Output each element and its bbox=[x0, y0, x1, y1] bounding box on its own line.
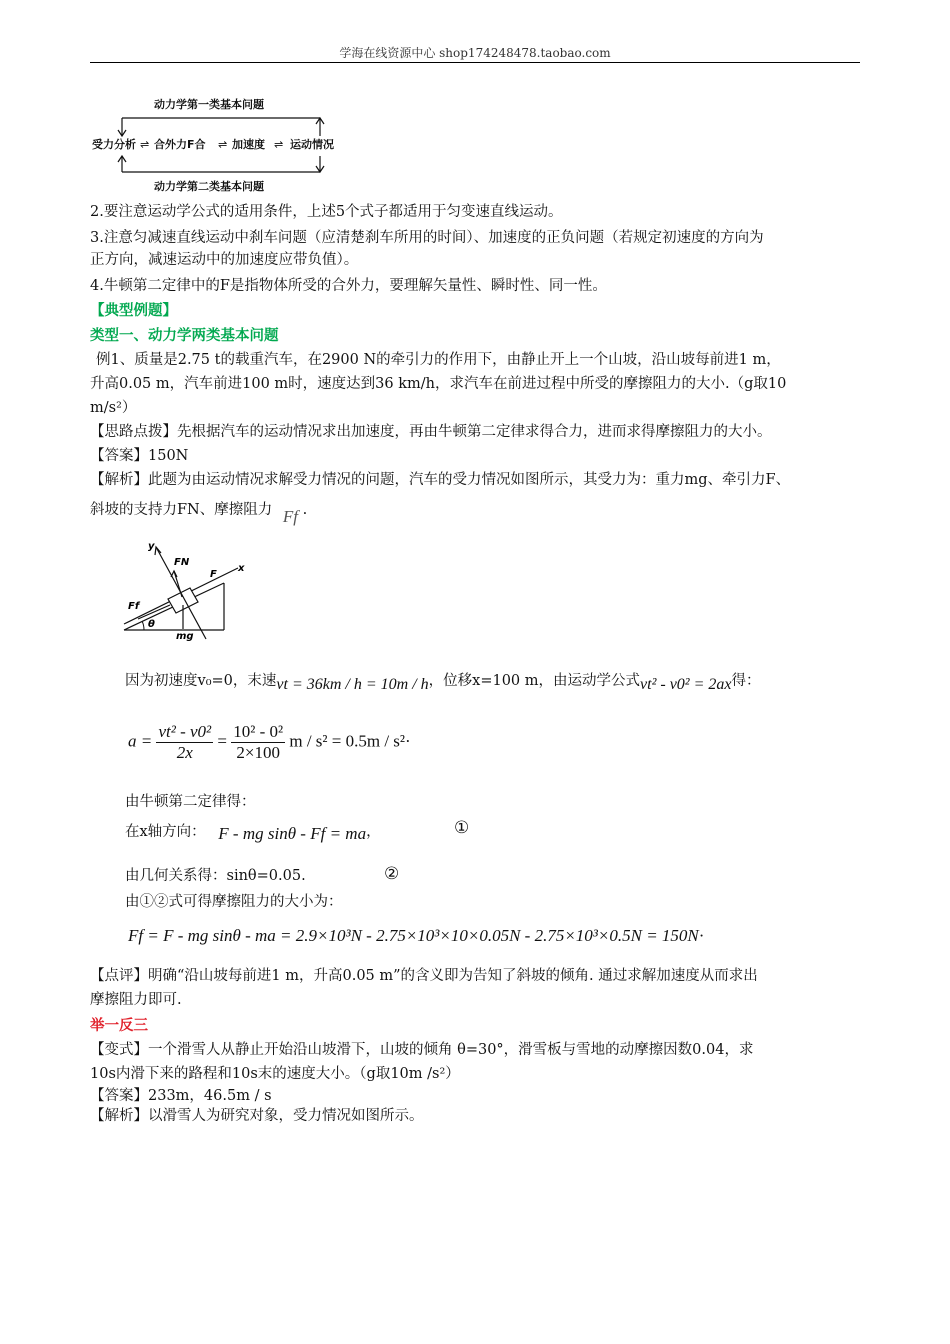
flow-node-force-analysis: 受力分析 bbox=[92, 138, 136, 151]
friction-symbol: Ff bbox=[282, 507, 298, 526]
note-3-line1: 3.注意匀减速直线运动中刹车问题（应清楚刹车所用的时间）、加速度的正负问题（若规定初速度的方向为 bbox=[90, 230, 764, 246]
derivation-line1 bbox=[125, 670, 865, 692]
fraction-2-denominator: 2×100 bbox=[236, 743, 280, 762]
eq-equals: = bbox=[217, 731, 227, 751]
flow-arrow-1: ⇌ bbox=[140, 138, 150, 151]
derivation-line1-text-c: 得： bbox=[731, 673, 761, 689]
example1-line1: 例1、质量是2.75 t的载重汽车，在2900 N的牵引力的作用下，由静止开上一个山坡，沿山坡每前进1 m， bbox=[96, 352, 781, 368]
note-2: 2.要注意运动学公式的适用条件，上述5个式子都适用于匀变速直线运动。 bbox=[90, 204, 563, 220]
page-header: 学海在线资源中心 shop174248478.taobao.com bbox=[339, 46, 611, 60]
label-ff: Ff bbox=[128, 601, 140, 612]
analysis1-line2 bbox=[90, 498, 308, 526]
friction-result-end: · bbox=[698, 926, 705, 945]
type-title: 类型一、动力学两类基本问题 bbox=[90, 328, 279, 344]
label-theta: θ bbox=[148, 619, 155, 630]
fraction-1-denominator: 2x bbox=[176, 743, 193, 762]
analysis1-line2-end: . bbox=[302, 502, 308, 518]
newton-x-end: ， bbox=[366, 824, 381, 840]
x-direction-label: 在x轴方向： bbox=[125, 824, 206, 840]
final-velocity-equation: vt = 36km / h = 10m / h bbox=[276, 676, 429, 693]
flow-node-net-force: 合外力F合 bbox=[154, 138, 206, 151]
fraction-2 bbox=[231, 722, 285, 763]
note-4: 4.牛顿第二定律中的F是指物体所受的合外力，要理解矢量性、瞬时性、同一性。 bbox=[90, 278, 607, 294]
flow-bottom-label: 动力学第二类基本问题 bbox=[154, 180, 264, 193]
label-x: x bbox=[238, 563, 245, 574]
flow-arrow-3: ⇌ bbox=[274, 138, 284, 151]
variant-analysis: 【解析】以滑雪人为研究对象，受力情况如图所示。 bbox=[90, 1108, 424, 1124]
label-fn: FN bbox=[174, 557, 190, 568]
flow-arrow-2: ⇌ bbox=[218, 138, 228, 151]
flow-node-acceleration: 加速度 bbox=[232, 138, 265, 151]
analysis1-line2-text: 斜坡的支持力FN、摩擦阻力 bbox=[90, 502, 273, 518]
equation-number-2: ② bbox=[384, 864, 400, 884]
eq-a-lhs: a = bbox=[128, 731, 153, 751]
derivation-line3: 由牛顿第二定律得： bbox=[125, 794, 256, 810]
equation-number-1: ① bbox=[454, 818, 470, 838]
variant-line2: 10s内滑下来的路程和10s末的速度大小。（g取10m /s²） bbox=[90, 1066, 460, 1082]
section-title: 【典型例题】 bbox=[90, 303, 177, 319]
fraction-1-numerator: vt² - v0² bbox=[158, 722, 212, 741]
derivation-line6: 由①②式可得摩擦阻力的大小为： bbox=[125, 894, 343, 910]
variant-answer: 【答案】233m，46.5m / s bbox=[90, 1088, 272, 1104]
fraction-1 bbox=[156, 722, 213, 763]
label-mg: mg bbox=[176, 631, 194, 642]
incline-force-diagram bbox=[118, 535, 258, 645]
derivation-line5: 由几何关系得：sinθ=0.05. bbox=[125, 868, 306, 884]
header-rule bbox=[90, 62, 860, 63]
eq-a-end: · bbox=[405, 731, 411, 751]
analysis1-line1: 【解析】此题为由运动情况求解受力情况的问题，汽车的受力情况如图所示，其受力为：重力mg、牵引力F、 bbox=[90, 472, 791, 488]
note-3-line2: 正方向，减速运动中的加速度应带负值）。 bbox=[90, 252, 359, 268]
label-f: F bbox=[210, 569, 217, 580]
fraction-2-numerator: 10² - 0² bbox=[233, 722, 284, 741]
answer-1: 【答案】150N bbox=[90, 448, 189, 464]
comment-line1: 【点评】明确“沿山坡每前进1 m，升高0.05 m”的含义即为告知了斜坡的倾角. 通过求解加速度从而求出 bbox=[90, 968, 758, 984]
flow-node-motion: 运动情况 bbox=[290, 138, 334, 151]
kinematics-equation: vt² - v0² = 2ax bbox=[640, 676, 732, 693]
practice-title: 举一反三 bbox=[90, 1018, 148, 1034]
derivation-line1-text-a: 因为初速度v₀=0，末速 bbox=[125, 673, 277, 689]
newton-x-equation: F - mg sinθ - Ff = ma bbox=[218, 824, 367, 843]
derivation-line1-text-b: ，位移x=100 m，由运动学公式 bbox=[428, 673, 641, 689]
dynamics-flow-diagram bbox=[88, 92, 368, 196]
example1-line3: m/s²） bbox=[90, 400, 137, 416]
friction-result-equation bbox=[128, 926, 704, 946]
comment-line2: 摩擦阻力即可. bbox=[90, 992, 182, 1008]
label-y: y bbox=[148, 541, 155, 552]
variant-line1: 【变式】一个滑雪人从静止开始沿山坡滑下，山坡的倾角 θ=30°，滑雪板与雪地的动摩擦因数0.04，求 bbox=[90, 1042, 754, 1058]
derivation-line4 bbox=[125, 820, 625, 843]
acceleration-equation bbox=[128, 722, 411, 763]
friction-result-expression: Ff = F - mg sinθ - ma = 2.9×10³N - 2.75×10³×10×0.05N - 2.75×10³×0.5N = 150N bbox=[128, 926, 699, 945]
hint-text: 【思路点拨】先根据汽车的运动情况求出加速度，再由牛顿第二定律求得合力，进而求得摩擦阻力的大小。 bbox=[90, 424, 772, 440]
example1-line2: 升高0.05 m，汽车前进100 m时，速度达到36 km/h，求汽车在前进过程中所受的摩擦阻力的大小.（g取10 bbox=[90, 376, 787, 392]
flow-top-label: 动力学第一类基本问题 bbox=[154, 98, 264, 111]
eq-a-rhs: m / s² = 0.5m / s² bbox=[289, 731, 406, 751]
